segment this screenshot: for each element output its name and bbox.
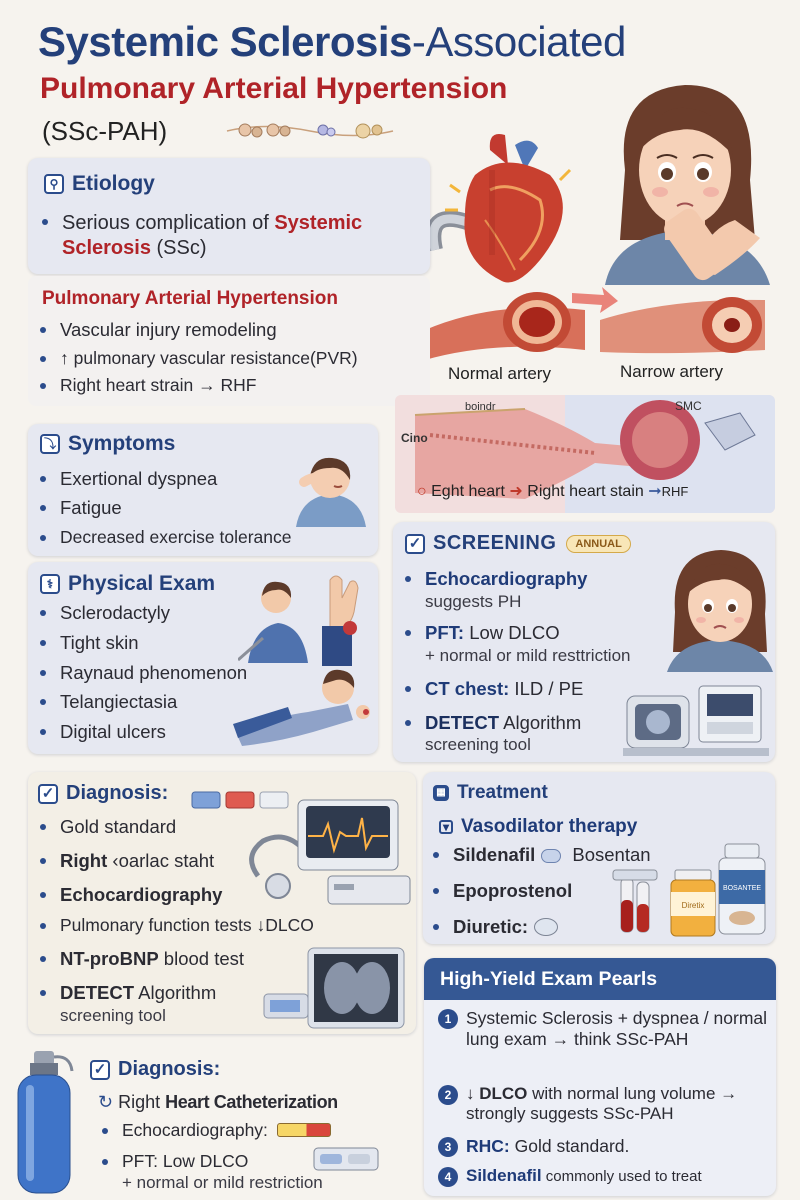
decorative-garland xyxy=(225,118,395,144)
treatment-subtitle-text: Vasodilator therapy xyxy=(461,816,638,837)
screening-item-bold: CT chest: xyxy=(425,677,510,699)
screening-item-sub: + normal or mild resttriction xyxy=(425,645,631,665)
pearl-item xyxy=(438,1008,768,1050)
diagnosis-item-bold: DETECT xyxy=(60,981,134,1003)
exam-item: Telangiectasia xyxy=(34,691,264,713)
vessel-label-top: boindr xyxy=(465,401,496,413)
diagnosis-card xyxy=(28,772,416,1034)
etiology-item xyxy=(36,211,416,261)
symptom-item: Decreased exercise tolerance xyxy=(34,527,374,548)
pah-item: Right heart strain → RHF xyxy=(34,375,429,396)
diagnosis2-title xyxy=(90,1058,220,1081)
etiology-title xyxy=(44,172,155,196)
diagnosis-item-sub: screening tool xyxy=(60,1005,166,1025)
diagnosis2-item3-sub: + normal or mild restriction xyxy=(122,1173,323,1193)
page-subtitle: Pulmonary Arterial Hypertension xyxy=(40,72,508,105)
pill-icon xyxy=(541,849,561,863)
diagnosis-item-bold: NT-proBNP xyxy=(60,948,159,970)
diagnosis2-item xyxy=(96,1120,396,1141)
patient-woman-illustration xyxy=(585,70,785,285)
diagnosis-heading: Diagnosis: xyxy=(66,782,169,804)
lung-xray-illustration xyxy=(260,944,410,1034)
treatment-item-bold: Sildenafil xyxy=(453,844,536,865)
diagnosis-item-rest: Gold standard xyxy=(60,816,177,837)
pah-title: Pulmonary Arterial Hypertension xyxy=(42,288,338,309)
pearl-bold: Sildenafil xyxy=(466,1166,542,1185)
chevron-down-icon: ▾ xyxy=(439,820,453,834)
title-part2: -Associated xyxy=(411,18,626,65)
pill-icon xyxy=(534,918,558,936)
pearl-item xyxy=(438,1084,768,1125)
symptoms-title xyxy=(40,432,175,456)
diagnosis-item-rest: Algorithm xyxy=(134,981,217,1003)
pearl-number: 2 xyxy=(438,1085,458,1105)
page-abbreviation: (SSc-PAH) xyxy=(42,116,168,146)
physical-exam-card xyxy=(28,562,378,754)
narrow-artery-label: Narrow artery xyxy=(620,362,723,381)
pearl-item xyxy=(438,1136,768,1157)
exam-item: Sclerodactyly xyxy=(34,602,264,624)
vessel-caption-left: Eght heart xyxy=(431,483,505,500)
normal-artery-label: Normal artery xyxy=(448,364,551,383)
check-icon: ✓ xyxy=(90,1060,110,1080)
bottle-label-1: Diretix xyxy=(681,901,705,910)
exam-item: Raynaud phenomenon xyxy=(34,662,264,684)
diagnosis-item xyxy=(34,915,404,936)
pah-item: Vascular injury remodeling xyxy=(34,319,429,341)
ecg-monitor-illustration xyxy=(238,796,413,911)
treatment-heading: Treatment xyxy=(457,782,548,803)
ct-scanner-illustration xyxy=(621,682,771,760)
pearl-bold: RHC: xyxy=(466,1136,510,1156)
screening-item-rest: Algorithm xyxy=(499,711,582,733)
check-icon: ✓ xyxy=(405,534,425,554)
screening-item-sub: suggests PH xyxy=(425,591,522,611)
diagnosis2-heading: Diagnosis: xyxy=(118,1058,221,1080)
etiology-item-post: (SSc) xyxy=(150,237,207,259)
tired-person-illustration xyxy=(286,452,371,527)
page-title xyxy=(38,18,626,66)
symptom-item: Fatigue xyxy=(34,497,374,519)
diagnosis2-item2: Echocardiography: xyxy=(122,1120,268,1140)
pearl-text: with normal lung volume → strongly suggests SSc-PAH xyxy=(466,1084,738,1124)
hand-exam-illustration xyxy=(238,568,378,668)
treatment-title xyxy=(433,782,548,804)
diagnosis2-item xyxy=(98,1092,338,1113)
screening-item-bold: Echocardiography xyxy=(425,568,588,589)
arrow-icon: ➜ xyxy=(509,483,523,500)
screening-item-sub: screening tool xyxy=(425,735,531,755)
physical-exam-title xyxy=(40,572,215,596)
screening-item-rest: ILD / PE xyxy=(509,677,584,699)
screening-item-rest: Low DLCO xyxy=(464,621,560,643)
diagnosis-item-rest: Pulmonary function tests ↓DLCO xyxy=(60,915,314,936)
screening-item-bold: PFT: xyxy=(425,621,465,643)
screening-item xyxy=(399,568,669,612)
pearl-number: 1 xyxy=(438,1009,458,1029)
symptoms-card xyxy=(28,424,378,556)
physical-exam-heading: Physical Exam xyxy=(68,572,216,595)
treatment-subtitle xyxy=(439,816,637,838)
diagnosis-title xyxy=(38,782,168,805)
check-icon: ✓ xyxy=(38,784,58,804)
bottle-label-2: BOSANTEE xyxy=(722,885,762,892)
exam-item: Digital ulcers xyxy=(34,721,264,743)
magnifier-icon: ⚲ xyxy=(44,174,64,194)
diagnosis2-item1-pre: Right xyxy=(118,1092,166,1112)
stethoscope-icon: ⚕ xyxy=(40,574,60,594)
pearl-bold: ↓ DLCO xyxy=(466,1084,528,1103)
vessel-caption-end: RHF xyxy=(661,484,689,499)
vessel-label-smc: SMC xyxy=(675,399,702,413)
screening-title xyxy=(405,532,631,555)
pearl-number: 3 xyxy=(438,1137,458,1157)
diagnosis-item-bold: Echocardiography xyxy=(60,883,223,905)
etiology-card xyxy=(28,158,430,274)
arrow-icon: ⤵ xyxy=(40,434,60,454)
symptom-item: Exertional dyspnea xyxy=(34,468,374,490)
clipboard-icon: ▦ xyxy=(433,785,449,801)
heart-illustration xyxy=(420,130,590,300)
refresh-icon: ↻ xyxy=(98,1092,114,1112)
annual-badge: ANNUAL xyxy=(566,535,630,553)
vessel-diagram xyxy=(395,395,775,513)
title-part1: Systemic Sclerosis xyxy=(38,18,412,65)
sad-woman-illustration xyxy=(663,542,775,672)
vessel-caption: ○ Eght heart ➜ Right heart stain ➞RHF xyxy=(417,483,689,500)
narrow-artery-illustration xyxy=(600,280,765,360)
screening-item xyxy=(399,622,669,666)
treatment-item-rest: Bosentan xyxy=(567,844,651,865)
pearls-title: High-Yield Exam Pearls xyxy=(440,968,658,990)
pah-section xyxy=(28,276,430,406)
exam-pearls-card xyxy=(424,958,776,1196)
oxygen-tank-illustration xyxy=(6,1045,86,1197)
pah-item: ↑ pulmonary vascular resistance(PVR) xyxy=(34,348,429,369)
vessel-caption-right: Right heart stain xyxy=(527,483,644,500)
screening-heading: SCREENING xyxy=(433,532,557,554)
pearl-number: 4 xyxy=(438,1167,458,1187)
pearl-text: Systemic Sclerosis + dyspnea / normal lung exam → think SSc-PAH xyxy=(466,1008,768,1049)
screening-card xyxy=(393,522,775,762)
arrow-icon: ➞ xyxy=(648,483,662,500)
diagnosis-item-rest: ‹oarlac staht xyxy=(107,849,215,871)
pearl-text: Gold standard. xyxy=(509,1136,630,1156)
arrow-icon xyxy=(570,285,620,315)
treatment-card xyxy=(423,772,775,944)
exam-item: Tight skin xyxy=(34,632,264,654)
diagnosis-item-bold: Right xyxy=(60,849,108,871)
lying-person-illustration xyxy=(228,662,373,747)
treatment-item-bold: Diuretic: xyxy=(453,915,529,937)
screening-item-bold: DETECT xyxy=(425,711,499,733)
test-strip-illustration xyxy=(312,1144,382,1174)
etiology-item-pre: Serious complication of xyxy=(62,212,275,234)
normal-artery-illustration xyxy=(425,280,585,360)
diagnosis2-item3: PFT: Low DLCO xyxy=(122,1150,249,1171)
pearl-text: commonly used to treat xyxy=(541,1168,702,1185)
diagnosis-item-rest: blood test xyxy=(158,948,245,970)
tube-icon xyxy=(277,1123,331,1137)
symptoms-heading: Symptoms xyxy=(68,432,176,455)
medication-bottles-illustration xyxy=(609,842,771,938)
etiology-item-highlight: Systemic Sclerosis xyxy=(62,212,363,259)
diagnosis2-item1-bold: Heart Catheterization xyxy=(165,1092,338,1112)
pearl-item xyxy=(438,1166,776,1187)
vessel-label-left: Cino xyxy=(401,431,428,445)
treatment-item-bold: Epoprostenol xyxy=(453,879,573,901)
etiology-heading: Etiology xyxy=(72,172,155,195)
